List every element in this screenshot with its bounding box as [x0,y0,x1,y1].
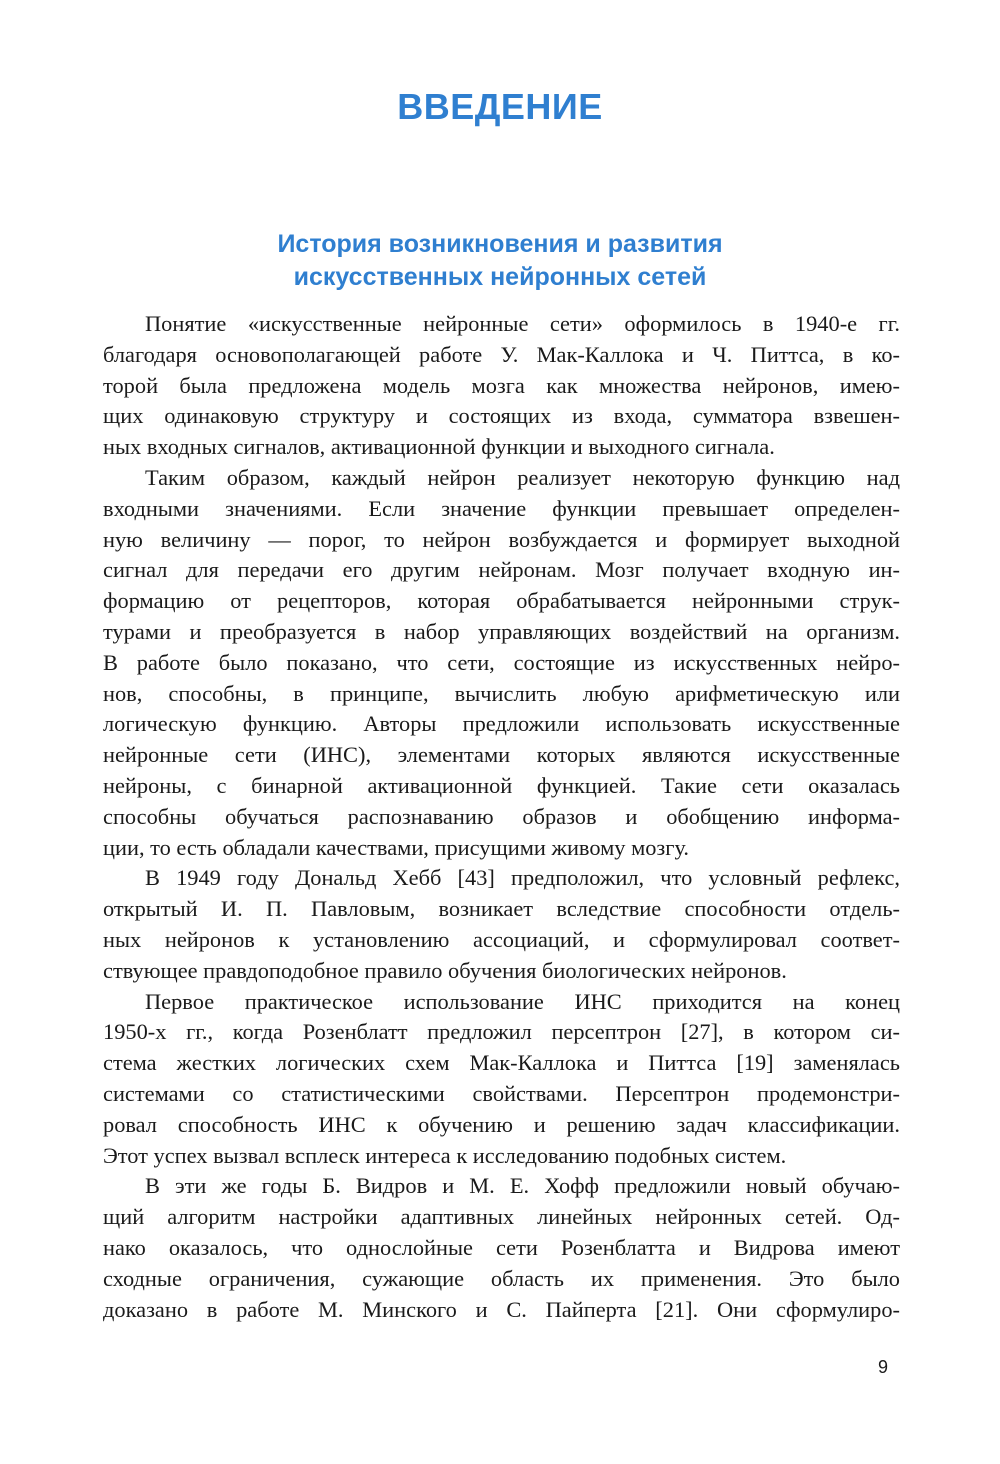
text-line: сигнал для передачи его другим нейронам. Мозг получает входную ин- [103,557,900,583]
text-line: В эти же годы Б. Видров и М. Е. Хофф предложили новый обучаю- [145,1173,900,1199]
text-line: ствующее правдоподобное правило обучения биологических нейронов. [103,957,787,983]
text-line: ную величину — порог, то нейрон возбуждается и формирует выходной [103,526,900,552]
text-line: Первое практическое использование ИНС приходится на конец [145,988,900,1014]
text-line: логическую функцию. Авторы предложили использовать искусственные [103,711,900,737]
text-line: формацию от рецепторов, которая обрабатывается нейронными струк- [103,588,900,614]
paragraph [103,987,900,1172]
text-line: В работе было показано, что сети, состоящие из искусственных нейро- [103,649,900,675]
text-line: В 1949 году Дональд Хебб [43] предположил, что условный рефлекс, [145,865,900,891]
text-line: ровал способность ИНС к обучению и решению задач классификации. [103,1111,900,1137]
text-line: ции, то есть обладали качествами, присущими живому мозгу. [103,834,690,860]
section-title-line-2: искусственных нейронных сетей [293,263,707,291]
text-line: Понятие «искусственные нейронные сети» оформилось в 1940-е гг. [145,311,900,336]
text-line: турами и преобразуется в набор управляющих воздействий на организм. [103,618,900,644]
paragraph [103,309,900,463]
text-line: способны обучаться распознаванию образов и обобщению информа- [103,803,900,829]
text-line: торой была предложена модель мозга как множества нейронов, имею- [103,372,900,398]
section-title [0,228,1000,294]
section-title-line-1: История возникновения и развития [277,230,723,258]
text-line: открытый И. П. Павловым, возникает вследствие способности отдель- [103,896,900,922]
body-text [103,309,900,1325]
text-line: 1950-х гг., когда Розенблатт предложил персептрон [27], в котором си- [103,1019,900,1045]
text-line: нако оказалось, что однослойные сети Розенблатта и Видрова имеют [103,1234,900,1260]
text-line: ных нейронов к установлению ассоциаций, и сформулировал соответ- [103,926,900,952]
text-line: щий алгоритм настройки адаптивных линейных нейронных сетей. Од- [103,1204,900,1230]
text-line: доказано в работе М. Минского и С. Пайперта [21]. Они сформулиро- [103,1296,900,1322]
text-line: нейроны, с бинарной активационной функцией. Такие сети оказалась [103,772,900,798]
text-line: сходные ограничения, сужающие область их применения. Это было [103,1265,900,1291]
paragraph [103,1171,900,1325]
paragraph [103,863,900,986]
text-line: входными значениями. Если значение функции превышает определен- [103,495,900,521]
text-line: нов, способны, в принципе, вычислить любую арифметическую или [103,680,900,706]
text-line: щих одинаковую структуру и состоящих из входа, сумматора взвешен- [103,403,900,429]
chapter-title: ВВЕДЕНИЕ [397,86,603,127]
text-line: ных входных сигналов, активационной функции и выходного сигнала. [103,434,775,460]
text-line: благодаря основополагающей работе У. Мак-Каллока и Ч. Питтса, в ко- [103,341,900,367]
text-line: системами со статистическими свойствами. Персептрон продемонстри- [103,1080,900,1106]
paragraph [103,463,900,863]
text-line: нейронные сети (ИНС), элементами которых являются искусственные [103,742,900,768]
page-number: 9 [878,1357,889,1377]
text-line: Этот успех вызвал всплеск интереса к исследованию подобных систем. [103,1142,787,1168]
text-line: Таким образом, каждый нейрон реализует некоторую функцию над [145,464,900,490]
text-line: стема жестких логических схем Мак-Каллока и Питтса [19] заменялась [103,1050,900,1076]
